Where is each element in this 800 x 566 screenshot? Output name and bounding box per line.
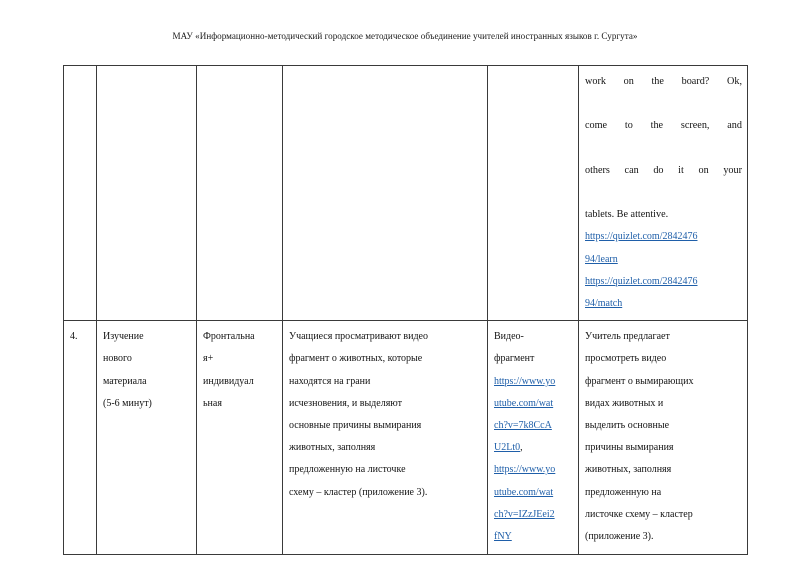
- teacher-line: животных, заполняя: [585, 464, 672, 476]
- cell-row2-media: [488, 321, 579, 555]
- youtube-link-1-trailing: ,: [520, 442, 523, 454]
- instruction-line: come to the screen, and: [585, 120, 742, 132]
- teacher-line: просмотреть видео: [585, 353, 667, 365]
- youtube-link-2-part4[interactable]: fNY: [494, 531, 512, 543]
- cell-row2-stage: [97, 321, 197, 555]
- teacher-line: Учитель предлагает: [585, 331, 670, 343]
- youtube-link-2-part2[interactable]: utube.com/wat: [494, 486, 554, 498]
- lesson-plan-table: [63, 65, 748, 555]
- youtube-link-2-part3[interactable]: ch?v=IZzJEei2: [494, 508, 555, 520]
- activity-line: Учащиеся просматривают видео: [289, 331, 428, 343]
- teacher-line: предложенную на: [585, 486, 662, 498]
- instruction-line: others can do it on your: [585, 164, 742, 176]
- quizlet-match-link-part2[interactable]: 94/match: [585, 298, 623, 310]
- quizlet-learn-link[interactable]: [585, 226, 742, 270]
- cell-row1-form: [197, 66, 283, 321]
- cell-row1-activity: [283, 66, 488, 321]
- cell-row2-activity: [283, 321, 488, 555]
- teacher-line: листочке схему – кластер: [585, 508, 693, 520]
- instruction-line: work on the board? Ok,: [585, 76, 742, 87]
- teacher-line: видах животных и: [585, 397, 664, 409]
- cell-row1-stage: [97, 66, 197, 321]
- table-row: [64, 66, 748, 321]
- teacher-line: причины вымирания: [585, 442, 674, 454]
- form-line: ьная: [203, 397, 222, 409]
- youtube-link-1-part1[interactable]: https://www.yo: [494, 375, 556, 387]
- document-header-title: МАУ «Информационно-методический городское методическое объединение учителей иностранных языков г. Сургута»: [172, 31, 638, 41]
- form-line: индивидуал: [203, 375, 254, 387]
- activity-line: схему – кластер (приложение 3).: [289, 486, 428, 498]
- youtube-link-1[interactable]: [494, 371, 573, 460]
- quizlet-learn-link-part1[interactable]: https://quizlet.com/2842476: [585, 231, 698, 243]
- teacher-instruction-text: [585, 71, 742, 226]
- teacher-line: фрагмент о вымирающих: [585, 375, 694, 387]
- stage-line: нового: [103, 353, 132, 365]
- activity-line: фрагмент о животных, которые: [289, 353, 423, 365]
- stage-line: (5-6 минут): [103, 397, 152, 409]
- teacher-line: выделить основные: [585, 420, 670, 432]
- instruction-line: tablets. Be attentive.: [585, 209, 669, 221]
- stage-line: материала: [103, 375, 147, 387]
- activity-line: животных, заполняя: [289, 442, 376, 454]
- form-line: я+: [203, 353, 214, 365]
- quizlet-match-link[interactable]: [585, 271, 742, 315]
- activity-line: исчезновения, и выделяют: [289, 397, 403, 409]
- activity-line: предложенную на листочке: [289, 464, 406, 476]
- media-label-line: Видео-: [494, 331, 524, 343]
- youtube-link-2-part1[interactable]: https://www.yo: [494, 464, 556, 476]
- activity-line: находятся на грани: [289, 375, 371, 387]
- media-label-line: фрагмент: [494, 353, 535, 365]
- cell-row2-form: [197, 321, 283, 555]
- cell-row1-media: [488, 66, 579, 321]
- cell-row2-number: 4.: [64, 321, 97, 555]
- stage-line: Изучение: [103, 331, 144, 343]
- youtube-link-1-part4[interactable]: U2Lt0: [494, 442, 521, 454]
- quizlet-learn-link-part2[interactable]: 94/learn: [585, 253, 618, 265]
- youtube-link-1-part2[interactable]: utube.com/wat: [494, 397, 554, 409]
- activity-line: основные причины вымирания: [289, 420, 422, 432]
- teacher-line: (приложение 3).: [585, 531, 654, 543]
- cell-row1-teacher: [579, 66, 748, 321]
- youtube-link-2[interactable]: [494, 459, 573, 548]
- form-line: Фронтальна: [203, 331, 255, 343]
- youtube-link-1-part3[interactable]: ch?v=7k8CcA: [494, 420, 552, 432]
- cell-row1-number: [64, 66, 97, 321]
- cell-row2-teacher: [579, 321, 748, 555]
- quizlet-match-link-part1[interactable]: https://quizlet.com/2842476: [585, 275, 698, 287]
- table-row: [64, 321, 748, 555]
